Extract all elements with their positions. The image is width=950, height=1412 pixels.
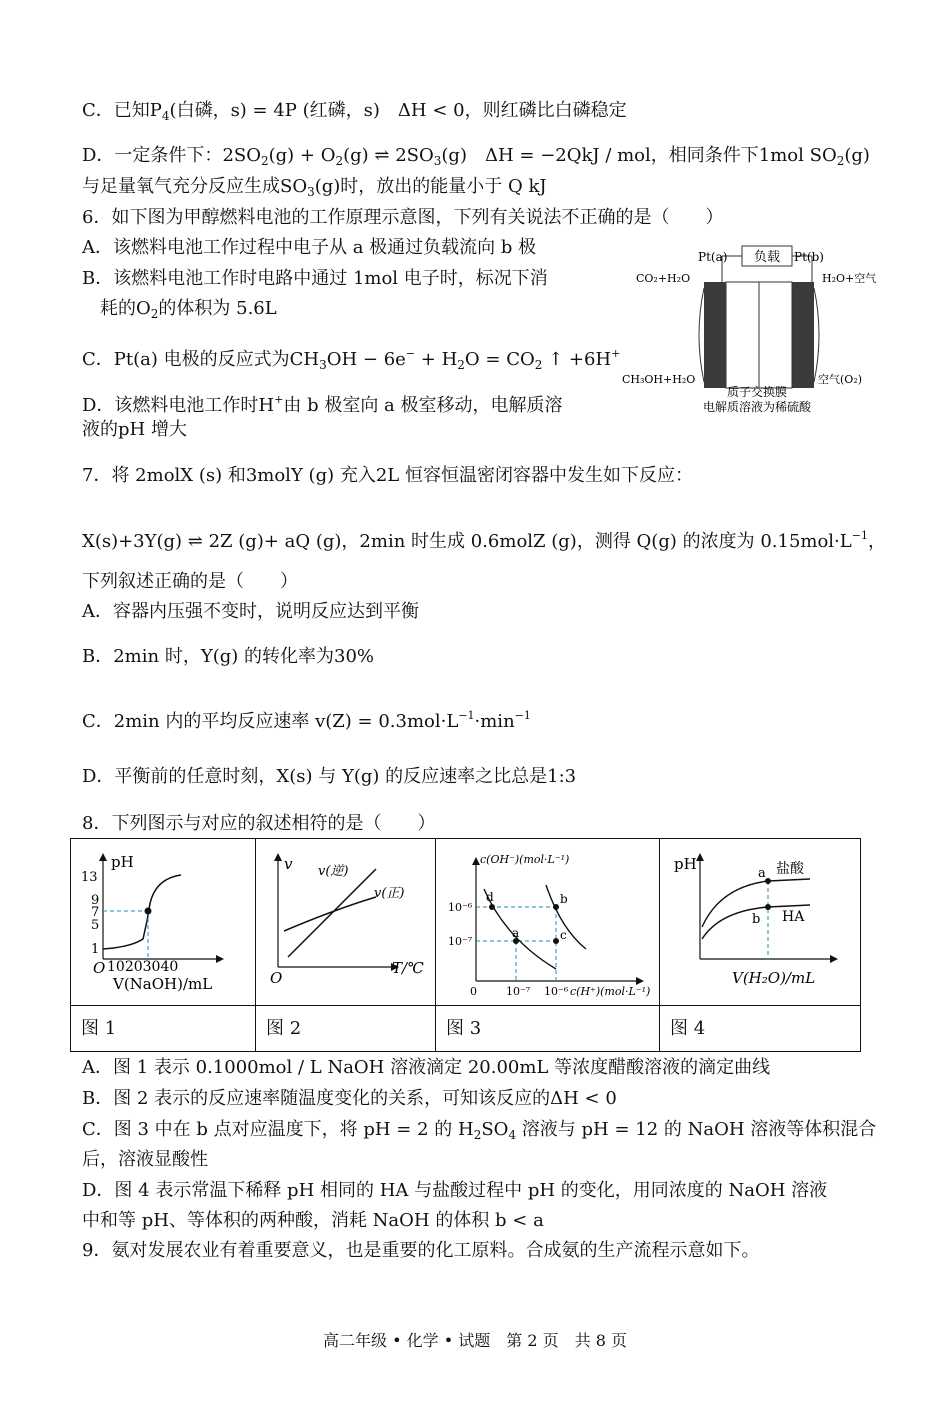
fig2-origin: O <box>270 969 283 987</box>
fuel-cell-diagram <box>622 240 892 420</box>
point-b <box>553 904 559 910</box>
figure-2 <box>256 839 436 1005</box>
fig1-xticks: 10203040 <box>107 959 179 975</box>
q6-option-c: C．Pt(a) 电极的反应式为$CH_3OH - 6e^- + H_2O = CO_2$ ↑ +6H+ <box>82 347 621 372</box>
fig4-point-b: b <box>752 912 761 927</box>
electrolyte-label: 电解质溶液为稀硫酸 <box>702 400 812 414</box>
q8-option-d-line2: 中和等 pH、等体积的两种酸，消耗 NaOH 的体积 b < a <box>82 1210 544 1231</box>
equivalence-point <box>145 908 152 915</box>
page-footer: 高二年级 • 化学 • 试题 第 2 页 共 8 页 <box>323 1331 627 1350</box>
q6-stem: 6．如下图为甲醇燃料电池的工作原理示意图，下列有关说法不正确的是（ ） <box>82 207 724 228</box>
reverse-rate-curve <box>288 869 376 957</box>
q7-equation: X(s)+3Y(g) ⇌ 2Z (g)+ aQ (g)，2min 时生成 0.6molZ (g)，测得 Q(g) 的浓度为 $0.15mol\cdot L^{-1}$， <box>82 529 886 552</box>
fig4-ha-label: HA <box>782 909 805 925</box>
fig4-point-a: a <box>758 866 766 881</box>
fig1-ytick: 9 <box>91 893 100 908</box>
figure-3-caption: 图 3 <box>436 1005 660 1051</box>
fig4-ylabel: pH <box>674 855 697 873</box>
point-b <box>765 904 771 910</box>
electrode-b <box>792 282 814 388</box>
q6-option-b-line1: B．该燃料电池工作时电路中通过 1mol 电子时，标况下消 <box>82 268 548 289</box>
right-bottom-label: 空气(O₂) <box>818 373 863 386</box>
q7-option-a: A．容器内压强不变时，说明反应达到平衡 <box>82 601 419 622</box>
load-label: 负载 <box>753 250 781 265</box>
figure-1-caption: 图 1 <box>71 1005 256 1051</box>
figure-table <box>70 838 861 1052</box>
fig2-forward-label: v(正) <box>374 886 405 901</box>
q8-option-d-line1: D．图 4 表示常温下稀释 pH 相同的 HA 与盐酸过程中 pH 的变化，用同浓度的 NaOH 溶液 <box>82 1180 828 1201</box>
q7-option-b: B．2min 时，Y(g) 的转化率为30% <box>82 646 374 667</box>
fig3-ytick: 10⁻⁷ <box>448 935 473 948</box>
fig3-point-b: b <box>560 892 568 906</box>
q9-stem: 9．氨对发展农业有着重要意义，也是重要的化工原料。合成氨的生产流程示意如下。 <box>82 1240 760 1261</box>
figure-2-caption: 图 2 <box>256 1005 436 1051</box>
q7-option-c: C．2min 内的平均反应速率 $v(Z) = 0.3mol\cdot L^{-1}\cdot\min^{-1}$ <box>82 709 531 732</box>
fig1-ytick: 7 <box>91 905 100 920</box>
q6-option-d-line1: D．该燃料电池工作时H+由 b 极室向 a 极室移动，电解质溶 <box>82 393 563 416</box>
q6-option-a: A．该燃料电池工作过程中电子从 a 极通过负载流向 b 极 <box>82 237 537 258</box>
fig3-x0: 0 <box>470 985 477 998</box>
fig3-xlabel: c(H⁺)(mol·L⁻¹) <box>570 985 651 998</box>
q5-option-c: C．已知$P_4$(白磷，s) = 4P (红磷，s) ΔH < 0，则红磷比白磷稳定 <box>82 100 627 123</box>
fig2-reverse-label: v(逆) <box>318 864 349 879</box>
titration-curve <box>103 875 181 949</box>
figure-1 <box>71 839 256 1005</box>
fig1-ytick: 1 <box>91 942 100 957</box>
q7-option-d: D．平衡前的任意时刻，X(s) 与 Y(g) 的反应速率之比总是1:3 <box>82 766 577 787</box>
q7-ask: 下列叙述正确的是（ ） <box>82 571 298 592</box>
electrode-a <box>704 282 726 388</box>
q6-option-d-line2: 液的pH 增大 <box>82 419 187 440</box>
figure-3 <box>436 839 660 1005</box>
left-top-label: CO₂+H₂O <box>636 272 691 285</box>
q5-option-d-line1: D．一定条件下：$2SO_2(g) + O_2(g)$ ⇌ $2SO_3(g)$ ΔH = −2QkJ / mol，相同条件下1mol $SO_2(g)$ <box>82 145 870 168</box>
fig3-point-d: d <box>486 890 494 904</box>
fig3-point-c: c <box>560 928 567 942</box>
q8-option-c-line1: C．图 3 中在 b 点对应温度下，将 pH = 2 的 $H_2SO_4$ 溶液与 pH = 12 的 NaOH 溶液等体积混合 <box>82 1119 877 1142</box>
left-bottom-label: CH₃OH+H₂O <box>622 373 696 386</box>
fig1-ytick: 5 <box>91 918 100 933</box>
q8-option-c-line2: 后，溶液显酸性 <box>82 1149 208 1170</box>
figure-4 <box>660 839 860 1005</box>
fig3-ytick: 10⁻⁶ <box>448 901 473 914</box>
fig2-xlabel: T/℃ <box>392 959 424 977</box>
q8-stem: 8．下列图示与对应的叙述相符的是（ ） <box>82 813 436 834</box>
point-c <box>553 938 559 944</box>
fig1-origin: O <box>93 959 106 977</box>
fig2-ylabel: v <box>284 855 293 873</box>
fig1-ytick: 13 <box>81 870 98 885</box>
fig3-point-a: a <box>512 926 520 940</box>
q6-option-b-line2: 耗的$O_2$的体积为 5.6L <box>100 298 277 321</box>
fig3-ylabel: c(OH⁻)(mol·L⁻¹) <box>480 853 570 866</box>
fig4-hcl-label: 盐酸 <box>776 861 804 877</box>
q5-option-d-line2: 与足量氧气充分反应生成$SO_3(g)$时，放出的能量小于 Q kJ <box>82 176 547 199</box>
q8-option-a: A．图 1 表示 0.1000mol / L NaOH 溶液滴定 20.00mL 等浓度醋酸溶液的滴定曲线 <box>82 1057 771 1078</box>
point-a <box>765 878 771 884</box>
right-top-label: H₂O+空气 <box>822 272 877 285</box>
pt-b-label: Pt(b) <box>794 250 824 264</box>
fig3-x2: 10⁻⁶ <box>544 985 569 998</box>
fig4-xlabel: V(H₂O)/mL <box>732 969 816 987</box>
fig3-x1: 10⁻⁷ <box>506 985 531 998</box>
figure-4-caption: 图 4 <box>660 1005 860 1051</box>
fig1-ylabel: pH <box>111 853 134 871</box>
q8-option-b: B．图 2 表示的反应速率随温度变化的关系，可知该反应的ΔH < 0 <box>82 1088 617 1109</box>
membrane-label: 质子交换膜 <box>726 385 788 399</box>
fig1-xlabel: V(NaOH)/mL <box>113 975 213 993</box>
isotherm-1 <box>484 889 556 969</box>
point-d <box>489 904 495 910</box>
q7-stem: 7．将 2molX (s) 和3molY (g) 充入2L 恒容恒温密闭容器中发生如下反应： <box>82 465 693 486</box>
pt-a-label: Pt(a) <box>698 250 728 264</box>
